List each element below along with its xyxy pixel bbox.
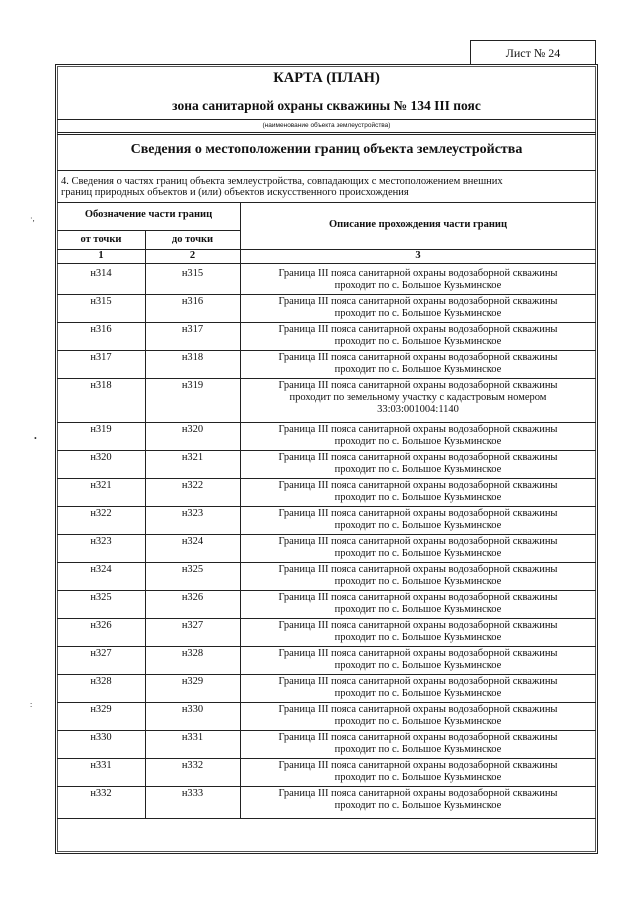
table-row-divider [57, 534, 596, 535]
row-to-point: н325 [181, 564, 204, 575]
row-description-line-1: Граница III пояса санитарной охраны водозаборной скважины [278, 620, 558, 631]
table-row-divider [57, 702, 596, 703]
row-description-line-1: Граница III пояса санитарной охраны водозаборной скважины [278, 268, 558, 279]
table-row-divider [57, 478, 596, 479]
row-from-point: н321 [90, 480, 112, 491]
section-divider [57, 170, 596, 171]
row-description-line-2: проходит по с. Большое Кузьминское [334, 492, 502, 503]
column-number-2: 2 [189, 250, 196, 261]
margin-mark-1: ·, [30, 214, 35, 223]
row-description-line-1: Граница III пояса санитарной охраны водозаборной скважины [278, 536, 558, 547]
row-description-line-2: проходит по с. Большое Кузьминское [334, 800, 502, 811]
row-description-line-2: проходит по с. Большое Кузьминское [334, 436, 502, 447]
section-note [61, 176, 581, 198]
table-row-divider [57, 786, 596, 787]
row-description-line-2: проходит по с. Большое Кузьминское [334, 548, 502, 559]
table-row-divider [57, 422, 596, 423]
row-description-line-2: проходит по с. Большое Кузьминское [334, 660, 502, 671]
row-from-point: н317 [90, 352, 112, 363]
table-row-divider [57, 378, 596, 379]
row-description-line-2: проходит по с. Большое Кузьминское [334, 688, 502, 699]
table-row-divider [57, 618, 596, 619]
row-to-point: н328 [181, 648, 204, 659]
row-from-point: н326 [90, 620, 112, 631]
row-to-point: н318 [181, 352, 204, 363]
table-row-divider [57, 322, 596, 323]
row-description-line-2: проходит по с. Большое Кузьминское [334, 464, 502, 475]
table-row-divider [57, 506, 596, 507]
row-description-line-1: Граница III пояса санитарной охраны водозаборной скважины [278, 324, 558, 335]
table-row-divider [57, 730, 596, 731]
row-description-line-1: Граница III пояса санитарной охраны водозаборной скважины [278, 352, 558, 363]
table-row-divider [57, 818, 596, 819]
row-from-point: н323 [90, 536, 112, 547]
row-description-line-2: проходит по с. Большое Кузьминское [334, 632, 502, 643]
margin-mark-3: : [30, 700, 33, 709]
row-to-point: н329 [181, 676, 204, 687]
row-from-point: н328 [90, 676, 112, 687]
row-to-point: н326 [181, 592, 204, 603]
row-to-point: н317 [181, 324, 204, 335]
row-description-line-2: проходит по с. Большое Кузьминское [334, 772, 502, 783]
column-number-1: 1 [98, 250, 104, 261]
row-description-line-1: Граница III пояса санитарной охраны водозаборной скважины [278, 380, 558, 391]
row-description-line-1: Граница III пояса санитарной охраны водозаборной скважины [278, 452, 558, 463]
row-from-point: н315 [90, 296, 112, 307]
header-to-point: до точки [171, 234, 214, 245]
row-description-line-1: Граница III пояса санитарной охраны водозаборной скважины [278, 480, 558, 491]
row-description-line-2: проходит по с. Большое Кузьминское [334, 716, 502, 727]
row-from-point: н314 [90, 268, 112, 279]
row-from-point: н331 [90, 760, 112, 771]
row-description-line-1: Граница III пояса санитарной охраны водозаборной скважины [278, 648, 558, 659]
row-description-line-1: Граница III пояса санитарной охраны водозаборной скважины [278, 564, 558, 575]
row-to-point: н327 [181, 620, 204, 631]
row-description-line-2: проходит по с. Большое Кузьминское [334, 604, 502, 615]
row-to-point: н330 [181, 704, 204, 715]
row-from-point: н332 [90, 788, 112, 799]
row-description-line-2: проходит по с. Большое Кузьминское [334, 364, 502, 375]
row-from-point: н320 [90, 452, 112, 463]
object-caption: (наименование объекта землеустройства) [262, 122, 391, 129]
title-underline [57, 119, 596, 120]
row-to-point: н332 [181, 760, 204, 771]
row-description-line-2: проходит по с. Большое Кузьминское [334, 520, 502, 531]
note-line-2: границ природных объектов и (или) объектов искусственного происхождения [61, 187, 409, 198]
row-to-point: н324 [181, 536, 204, 547]
row-description-line-1: Граница III пояса санитарной охраны водозаборной скважины [278, 296, 558, 307]
document-subtitle: зона санитарной охраны скважины № 134 III пояс [172, 98, 481, 113]
row-to-point: н333 [181, 788, 204, 799]
row-description-line-2: проходит по с. Большое Кузьминское [334, 336, 502, 347]
row-from-point: н325 [90, 592, 112, 603]
header-group-divider [57, 230, 240, 231]
row-to-point: н315 [181, 268, 204, 279]
header-description: Описание прохождения части границ [328, 219, 508, 230]
row-to-point: н319 [181, 380, 204, 391]
sheet-number-label: Лист № 24 [470, 40, 596, 65]
table-row-divider [57, 562, 596, 563]
row-to-point: н316 [181, 296, 204, 307]
table-row-divider [57, 450, 596, 451]
row-from-point: н319 [90, 424, 112, 435]
table-row-divider [57, 646, 596, 647]
document-title: КАРТА (ПЛАН) [273, 70, 380, 86]
row-to-point: н323 [181, 508, 204, 519]
caption-divider-2 [57, 134, 596, 135]
row-from-point: н330 [90, 732, 112, 743]
caption-divider [57, 132, 596, 133]
column-number-divider [57, 263, 596, 264]
table-row-divider [57, 590, 596, 591]
row-description-line-2: проходит по земельному участку с кадастровым номером [289, 392, 547, 403]
header-group-label: Обозначение части границ [84, 209, 213, 220]
table-row-divider [57, 294, 596, 295]
row-description-line-1: Граница III пояса санитарной охраны водозаборной скважины [278, 508, 558, 519]
table-row-divider [57, 350, 596, 351]
table-row-divider [57, 758, 596, 759]
row-to-point: н321 [181, 452, 204, 463]
note-line-1: 4. Сведения о частях границ объекта землеустройства, совпадающих с местоположением внешних [61, 176, 503, 187]
row-description-line-2: проходит по с. Большое Кузьминское [334, 744, 502, 755]
row-description-line-1: Граница III пояса санитарной охраны водозаборной скважины [278, 788, 558, 799]
table-top-line [57, 202, 596, 203]
row-to-point: н331 [181, 732, 204, 743]
row-to-point: н320 [181, 424, 204, 435]
row-description-line-1: Граница III пояса санитарной охраны водозаборной скважины [278, 732, 558, 743]
row-description-line-1: Граница III пояса санитарной охраны водозаборной скважины [278, 760, 558, 771]
column-number-3: 3 [415, 250, 421, 261]
row-description-line-1: Граница III пояса санитарной охраны водозаборной скважины [278, 592, 558, 603]
row-description-line-1: Граница III пояса санитарной охраны водозаборной скважины [278, 424, 558, 435]
row-from-point: н322 [90, 508, 112, 519]
row-to-point: н322 [181, 480, 204, 491]
row-description-line-2: проходит по с. Большое Кузьминское [334, 576, 502, 587]
row-from-point: н327 [90, 648, 112, 659]
margin-mark-2: • [34, 434, 37, 443]
row-from-point: н318 [90, 380, 112, 391]
row-description-line-3: 33:03:001004:1140 [377, 404, 459, 415]
table-row-divider [57, 674, 596, 675]
row-description-line-1: Граница III пояса санитарной охраны водозаборной скважины [278, 704, 558, 715]
row-description-line-2: проходит по с. Большое Кузьминское [334, 280, 502, 291]
section-title: Сведения о местоположении границ объекта землеустройства [130, 142, 523, 157]
row-description-line-1: Граница III пояса санитарной охраны водозаборной скважины [278, 676, 558, 687]
row-description-line-2: проходит по с. Большое Кузьминское [334, 308, 502, 319]
row-from-point: н316 [90, 324, 112, 335]
row-from-point: н329 [90, 704, 112, 715]
row-from-point: н324 [90, 564, 112, 575]
header-from-point: от точки [80, 234, 122, 245]
